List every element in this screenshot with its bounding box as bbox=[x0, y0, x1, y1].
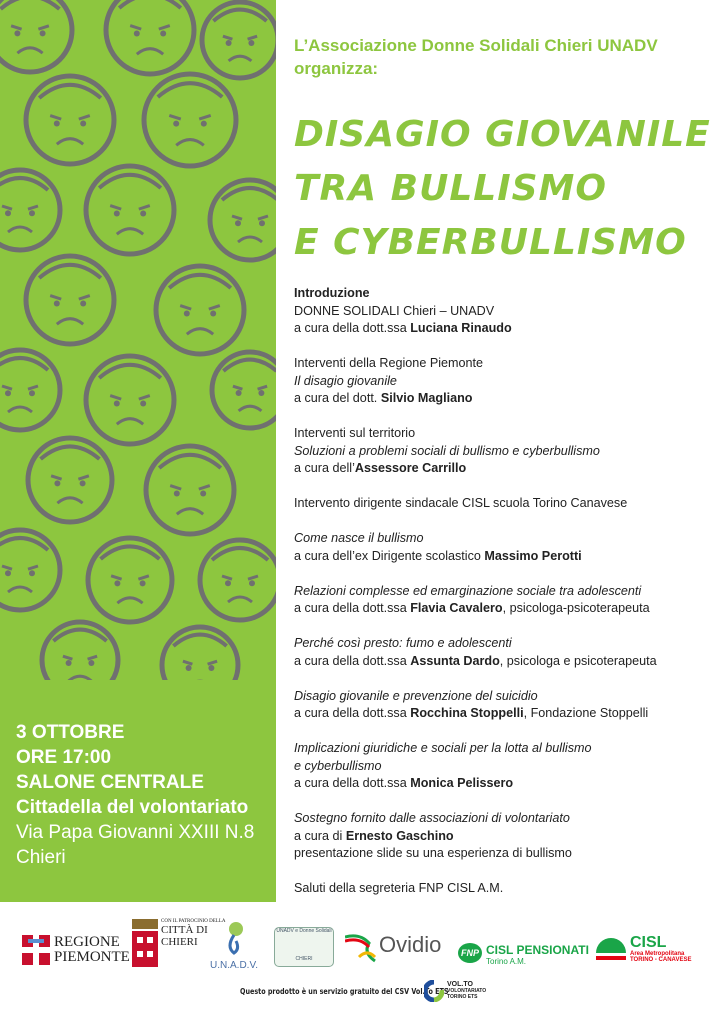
organizer-line: organizza: bbox=[294, 59, 379, 78]
logo-text: CITTÀ DI bbox=[161, 924, 208, 936]
agenda-line bbox=[294, 740, 719, 758]
logo-regione-piemonte bbox=[22, 935, 130, 965]
sad-face-icon bbox=[106, 0, 194, 74]
sad-face-icon bbox=[144, 74, 236, 166]
faces-illustration bbox=[0, 0, 276, 680]
title-line: E CYBERBULLISMO bbox=[294, 222, 687, 263]
agenda-line bbox=[294, 845, 719, 863]
agenda-text: a cura di bbox=[294, 828, 346, 843]
title-line: TRA BULLISMO bbox=[294, 168, 607, 209]
speaker-name: Flavia Cavalero bbox=[410, 601, 503, 615]
logo-ovidio bbox=[345, 927, 441, 963]
logo-fnp-cisl-pensionati bbox=[458, 943, 589, 966]
agenda-item bbox=[294, 425, 719, 478]
agenda-line bbox=[294, 495, 719, 513]
agenda-text: Interventi sul territorio bbox=[294, 426, 416, 440]
logo-volto bbox=[424, 980, 486, 1002]
event-time: ORE 17:00 bbox=[16, 747, 112, 768]
sad-face-icon bbox=[28, 438, 112, 522]
logo-text: TORINO - CANAVESE bbox=[630, 957, 692, 963]
logo-unadv bbox=[210, 921, 258, 971]
agenda-text: , Fondazione Stoppelli bbox=[523, 706, 649, 720]
event-venue: Cittadella del volontariato bbox=[16, 797, 249, 818]
left-panel bbox=[0, 0, 276, 902]
logo-cisl bbox=[596, 935, 691, 965]
agenda-line bbox=[294, 653, 719, 671]
agenda-line bbox=[294, 583, 719, 601]
sad-face-icon bbox=[156, 266, 244, 354]
agenda-line bbox=[294, 880, 719, 898]
ribbon-icon bbox=[345, 927, 379, 963]
agenda-text: Perché così presto: fumo e adolescenti bbox=[294, 636, 512, 650]
chieri-crest-icon bbox=[132, 919, 158, 969]
logo-text: CISL PENSIONATI bbox=[486, 943, 589, 957]
agenda-text: a cura della dott.ssa bbox=[294, 601, 411, 615]
tree-figure-icon bbox=[222, 921, 246, 957]
speaker-name: Assessore Carrillo bbox=[354, 461, 467, 475]
agenda-line bbox=[294, 600, 719, 618]
sad-face-icon bbox=[0, 170, 60, 250]
agenda-line bbox=[294, 373, 719, 391]
agenda-line bbox=[294, 285, 719, 303]
agenda-line bbox=[294, 705, 719, 723]
agenda-text: Il disagio giovanile bbox=[294, 373, 397, 388]
sad-face-icon bbox=[146, 446, 234, 534]
agenda-line bbox=[294, 443, 719, 461]
agenda-text: , psicologa-psicoterapeuta bbox=[502, 601, 650, 615]
logo-text: REGIONE bbox=[54, 934, 120, 950]
poster-title bbox=[294, 108, 711, 270]
sad-face-icon bbox=[0, 0, 72, 72]
sponsor-logos bbox=[0, 915, 724, 985]
speaker-name: Massimo Perotti bbox=[484, 548, 582, 563]
logo-text: CISL bbox=[630, 934, 667, 951]
logo-text: CON IL PATROCINIO DELLA bbox=[161, 919, 226, 924]
agenda-text: Sostegno fornito dalle associazioni di volontariato bbox=[294, 811, 570, 825]
agenda bbox=[294, 285, 719, 915]
agenda-text: presentazione slide su una esperienza di bullismo bbox=[294, 846, 572, 860]
agenda-line bbox=[294, 320, 719, 338]
logo-text: U.N.A.D.V. bbox=[210, 960, 258, 971]
agenda-item bbox=[294, 740, 719, 793]
cisl-emblem-icon bbox=[596, 935, 626, 965]
agenda-item bbox=[294, 880, 719, 898]
agenda-text: a cura della dott.ssa bbox=[294, 706, 411, 720]
event-room: SALONE CENTRALE bbox=[16, 772, 204, 793]
agenda-item bbox=[294, 583, 719, 618]
event-date: 3 OTTOBRE bbox=[16, 722, 125, 743]
logo-donne-solidali bbox=[274, 927, 334, 967]
agenda-text: Saluti della segreteria FNP CISL A.M. bbox=[294, 881, 504, 895]
agenda-text: e cyberbullismo bbox=[294, 758, 382, 773]
agenda-line bbox=[294, 810, 719, 828]
agenda-text: Soluzioni a problemi sociali di bullismo e cyberbullismo bbox=[294, 443, 600, 458]
agenda-line bbox=[294, 425, 719, 443]
agenda-item bbox=[294, 355, 719, 408]
organizer-line: L’Associazione Donne Solidali Chieri UNADV bbox=[294, 36, 658, 55]
logo-text: PIEMONTE bbox=[54, 949, 130, 965]
volto-leaf-icon bbox=[424, 980, 444, 1002]
speaker-name: Ernesto Gaschino bbox=[345, 828, 454, 843]
event-info bbox=[16, 720, 254, 870]
logo-text: CHIERI bbox=[161, 936, 198, 948]
speaker-name: Luciana Rinaudo bbox=[410, 321, 512, 335]
sad-face-icon bbox=[86, 166, 174, 254]
organizer bbox=[294, 34, 658, 80]
sad-face-icon bbox=[42, 622, 118, 680]
sad-face-icon bbox=[210, 180, 276, 260]
agenda-text: Interventi della Regione Piemonte bbox=[294, 356, 484, 370]
sad-face-icon bbox=[86, 356, 174, 444]
agenda-text: a cura del dott. bbox=[294, 391, 381, 405]
sad-face-icon bbox=[0, 530, 60, 610]
sad-face-icon bbox=[212, 352, 276, 428]
agenda-text: a cura della dott.ssa bbox=[294, 653, 411, 668]
agenda-item bbox=[294, 495, 719, 513]
agenda-text: a cura dell’ex Dirigente scolastico bbox=[294, 548, 485, 563]
agenda-item bbox=[294, 530, 719, 565]
title-line: DISAGIO GIOVANILE bbox=[294, 114, 711, 155]
agenda-text: a cura dell’ bbox=[294, 461, 355, 475]
agenda-item bbox=[294, 635, 719, 670]
speaker-name: Assunta Dardo bbox=[410, 653, 500, 668]
event-city: Chieri bbox=[16, 847, 66, 868]
footer-credit: Questo prodotto è un servizio gratuito del CSV Vol.To ETS bbox=[240, 987, 449, 996]
sad-face-icon bbox=[26, 256, 114, 344]
event-address: Via Papa Giovanni XXIII N.8 bbox=[16, 822, 255, 843]
speaker-name: Introduzione bbox=[294, 286, 370, 300]
agenda-line bbox=[294, 775, 719, 793]
agenda-item bbox=[294, 285, 719, 338]
sad-face-icon bbox=[162, 627, 238, 680]
sad-face-icon bbox=[26, 76, 114, 164]
logo-text: Torino A.M. bbox=[486, 957, 527, 966]
agenda-line bbox=[294, 303, 719, 321]
agenda-text: a cura della dott.ssa bbox=[294, 321, 411, 335]
speaker-name: Silvio Magliano bbox=[380, 391, 473, 405]
fnp-badge: FNP bbox=[458, 943, 482, 963]
agenda-text: , psicologa e psicoterapeuta bbox=[499, 653, 657, 668]
agenda-item bbox=[294, 810, 719, 863]
agenda-text: DONNE SOLIDALI Chieri – UNADV bbox=[294, 303, 495, 318]
agenda-text: Disagio giovanile e prevenzione del suicidio bbox=[294, 688, 538, 703]
agenda-text: Implicazioni giuridiche e sociali per la lotta al bullismo bbox=[294, 741, 592, 755]
agenda-line bbox=[294, 460, 719, 478]
agenda-line bbox=[294, 530, 719, 548]
piemonte-flag-icon bbox=[22, 935, 50, 965]
agenda-line bbox=[294, 688, 719, 706]
speaker-name: Rocchina Stoppelli bbox=[410, 706, 524, 720]
logo-text: VOLONTARIATO bbox=[447, 988, 487, 994]
logo-text: Ovidio bbox=[379, 932, 442, 957]
logo-text: VOL.TO bbox=[447, 981, 473, 988]
agenda-line bbox=[294, 548, 719, 566]
agenda-text: Come nasce il bullismo bbox=[294, 531, 424, 545]
sad-face-icon bbox=[0, 350, 60, 430]
speaker-name: Monica Pelissero bbox=[410, 776, 514, 790]
agenda-text: Intervento dirigente sindacale CISL scuola Torino Canavese bbox=[294, 496, 628, 510]
logo-text: CHIERI bbox=[295, 956, 313, 962]
agenda-line bbox=[294, 635, 719, 653]
logo-text: TORINO ETS bbox=[447, 994, 478, 1000]
logo-text: UNADV e Donne Solidali bbox=[276, 928, 332, 934]
agenda-line bbox=[294, 390, 719, 408]
agenda-line bbox=[294, 758, 719, 776]
sad-face-icon bbox=[200, 540, 276, 620]
agenda-item bbox=[294, 688, 719, 723]
agenda-text: a cura della dott.ssa bbox=[294, 776, 411, 790]
agenda-line bbox=[294, 828, 719, 846]
agenda-line bbox=[294, 355, 719, 373]
agenda-text: Relazioni complesse ed emarginazione sociale tra adolescenti bbox=[294, 583, 642, 598]
logo-text: Area Metropolitana bbox=[630, 951, 685, 957]
sad-face-icon bbox=[202, 2, 276, 78]
sad-face-icon bbox=[88, 538, 172, 622]
